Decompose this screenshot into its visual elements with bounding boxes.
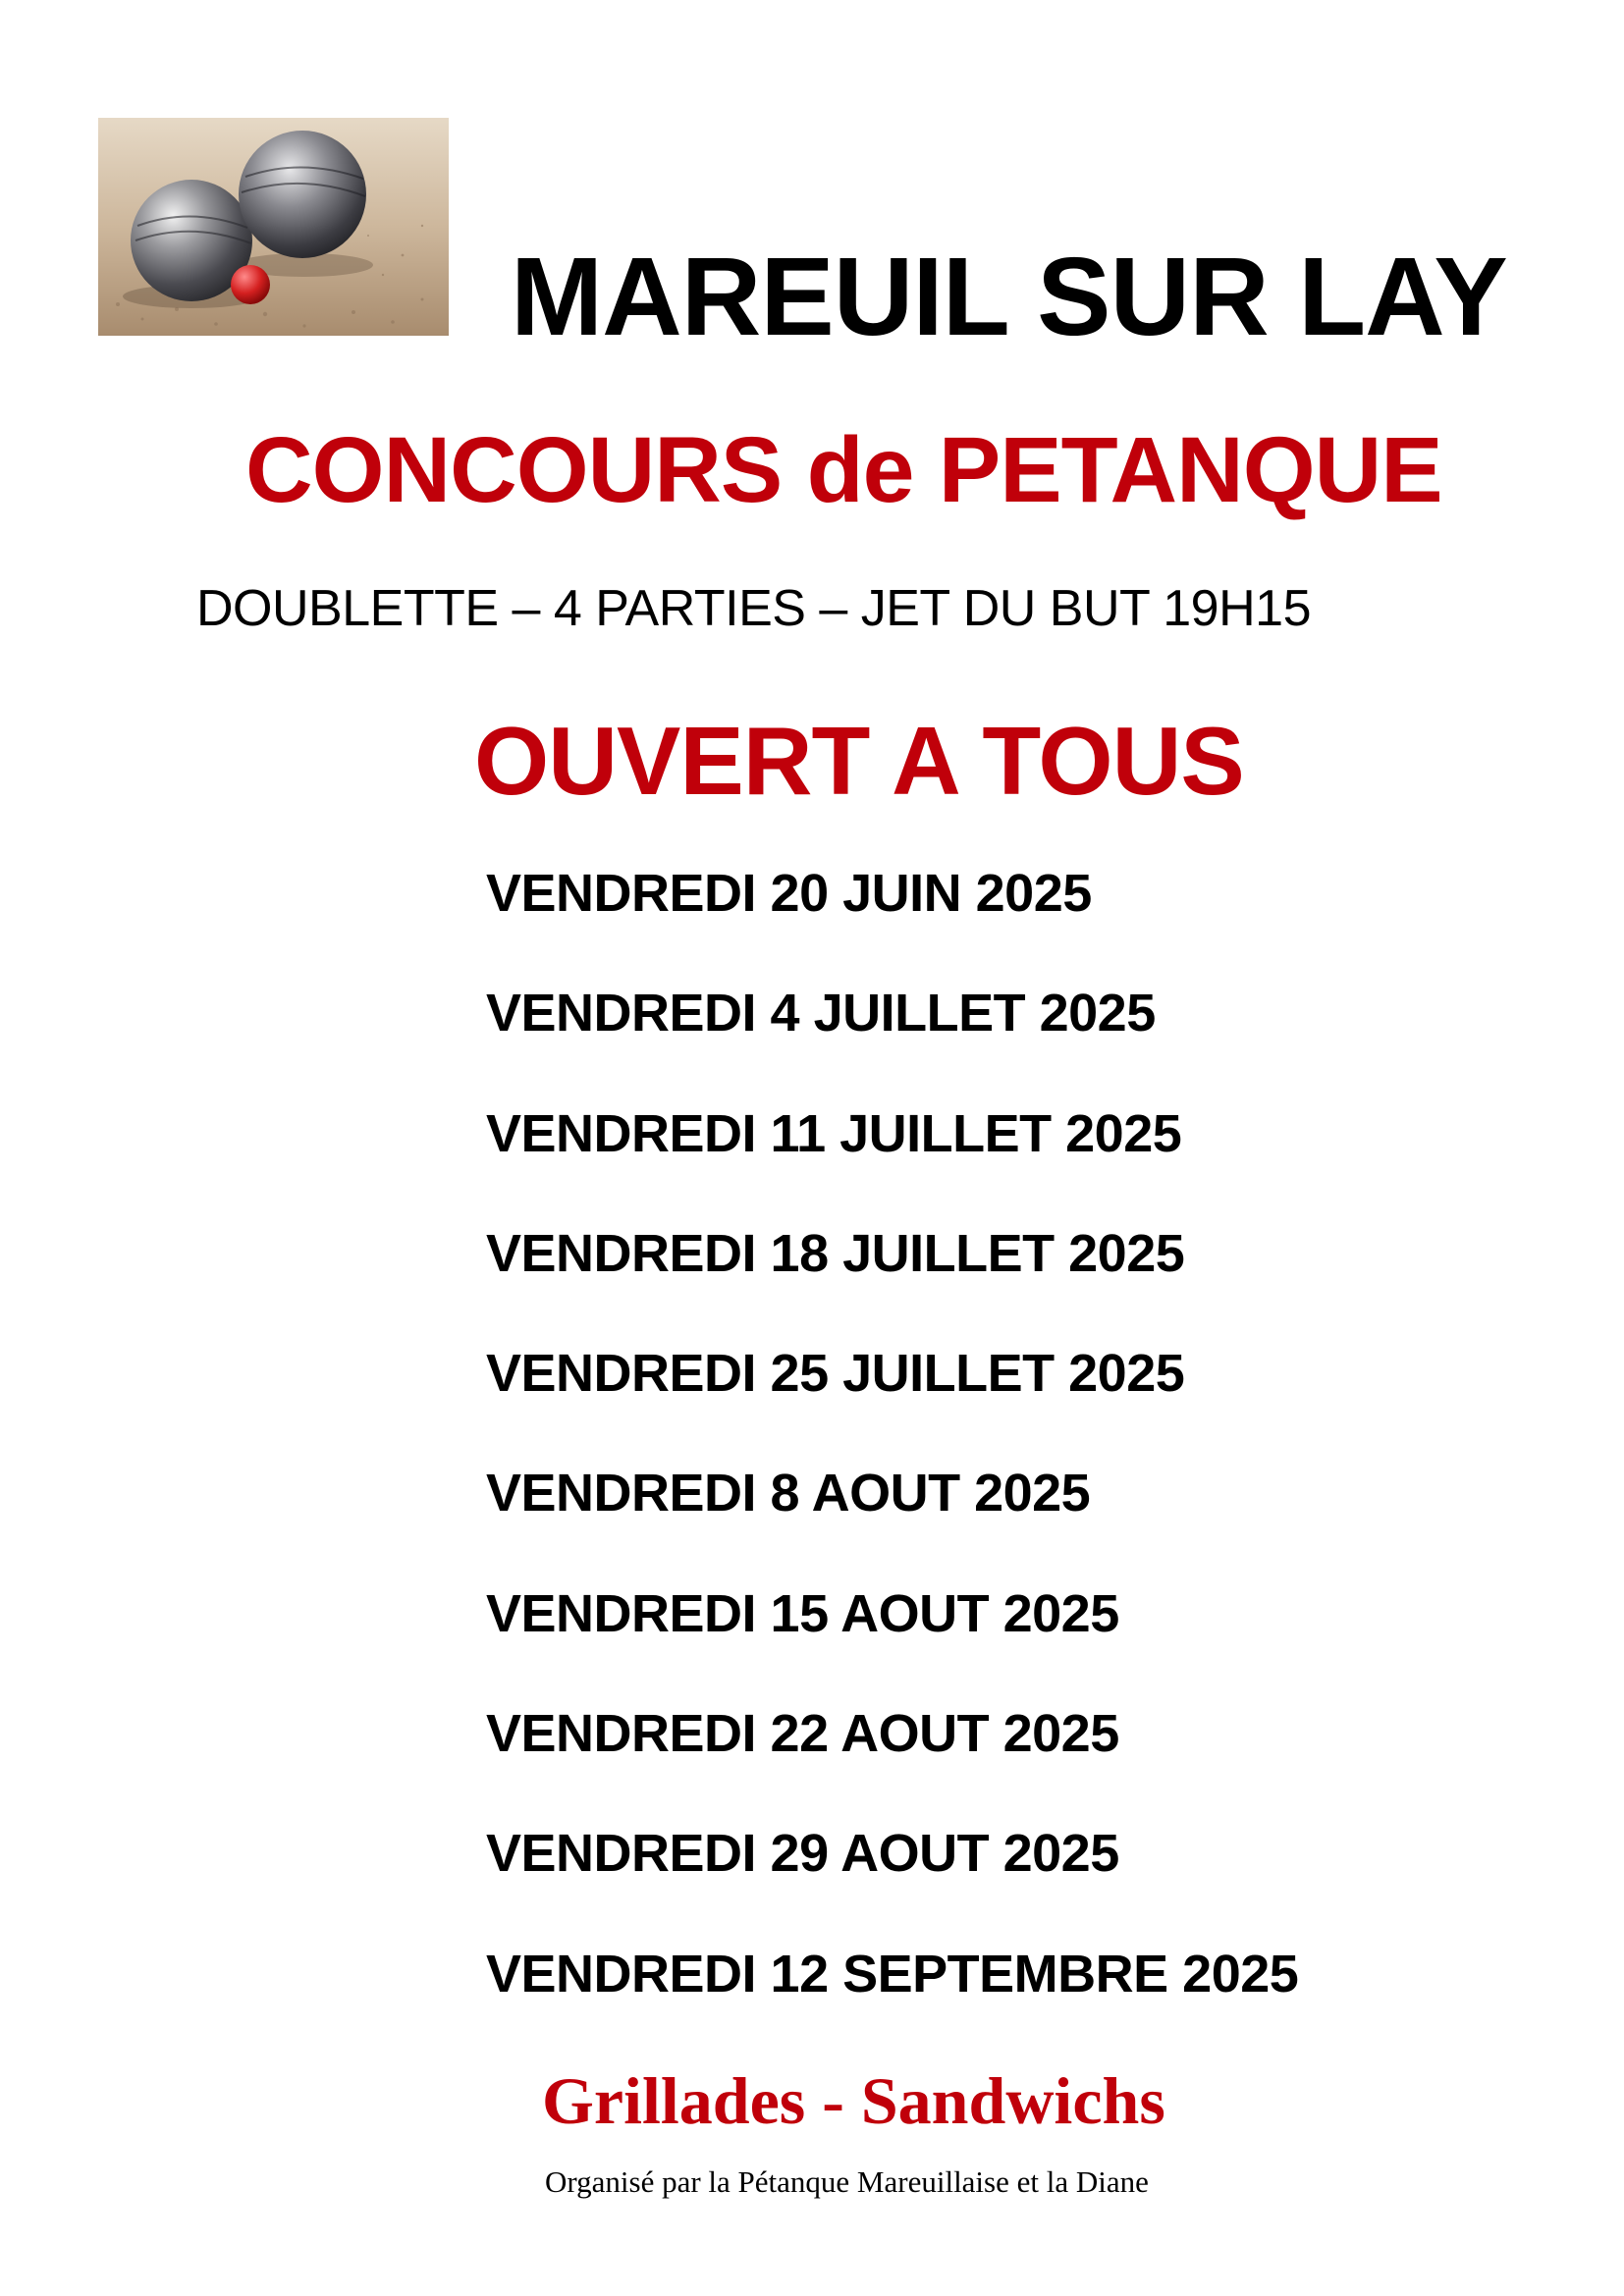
organizer-note: Organisé par la Pétanque Mareuillaise et la Diane bbox=[545, 2164, 1149, 2199]
date-item: VENDREDI 20 JUIN 2025 bbox=[486, 864, 1092, 923]
date-item: VENDREDI 18 JUILLET 2025 bbox=[486, 1223, 1185, 1283]
town-title: MAREUIL SUR LAY bbox=[511, 235, 1507, 358]
date-item: VENDREDI 8 AOUT 2025 bbox=[486, 1464, 1091, 1523]
date-item: VENDREDI 11 JUILLET 2025 bbox=[486, 1103, 1182, 1163]
food-banner: Grillades - Sandwichs bbox=[542, 2063, 1165, 2138]
date-item: VENDREDI 12 SEPTEMBRE 2025 bbox=[486, 1944, 1299, 2003]
date-item: VENDREDI 25 JUILLET 2025 bbox=[486, 1344, 1185, 1404]
open-to-all-title: OUVERT A TOUS bbox=[474, 707, 1244, 815]
date-item: VENDREDI 22 AOUT 2025 bbox=[486, 1704, 1119, 1764]
event-title: CONCOURS de PETANQUE bbox=[245, 418, 1442, 522]
format-line: DOUBLETTE – 4 PARTIES – JET DU BUT 19H15 bbox=[196, 580, 1311, 637]
petanque-balls-photo bbox=[98, 118, 449, 336]
date-item: VENDREDI 15 AOUT 2025 bbox=[486, 1583, 1119, 1643]
date-item: VENDREDI 29 AOUT 2025 bbox=[486, 1824, 1119, 1884]
petanque-balls-icon bbox=[98, 118, 449, 336]
date-list bbox=[486, 866, 1298, 2066]
date-item: VENDREDI 4 JUILLET 2025 bbox=[486, 984, 1156, 1043]
